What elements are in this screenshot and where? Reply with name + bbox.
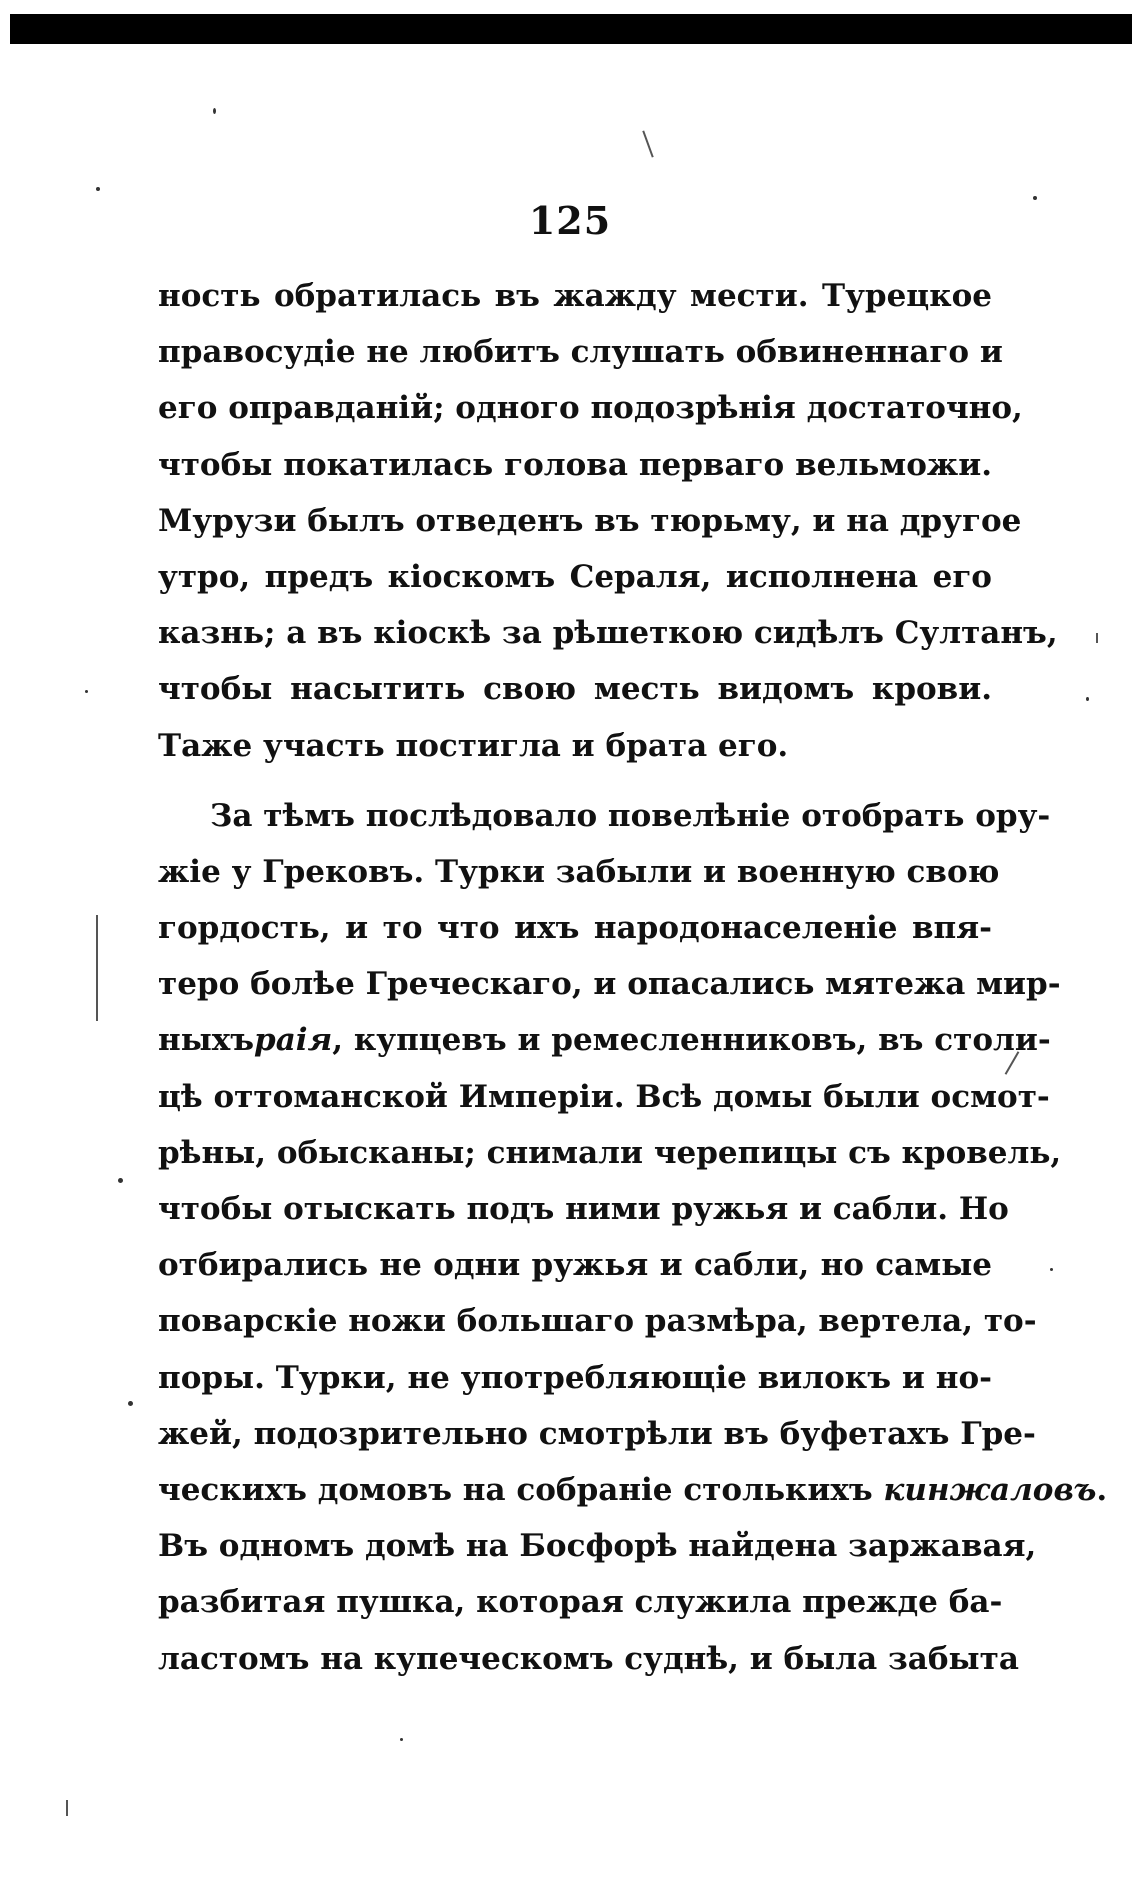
text-line: правосудіе не любитъ слушать обвиненнаго и	[158, 334, 1003, 371]
scan-speck	[400, 1738, 403, 1741]
scan-speck	[1050, 1268, 1053, 1271]
text-line: жей, подозрительно смотрѣли въ буфетахъ Гре-	[158, 1415, 1036, 1452]
scan-mark	[96, 915, 98, 1021]
scan-speck	[1086, 697, 1089, 701]
text-line: гордость, и то что ихъ народонаселеніе впя-	[158, 910, 992, 947]
text-line: ность обратилась въ жажду мести. Турецкое	[158, 278, 992, 314]
scan-speck	[1033, 196, 1037, 200]
text-span: ческихъ домовъ на собраніе столькихъ	[158, 1471, 884, 1508]
scan-top-border	[10, 14, 1132, 44]
text-line-mixed	[158, 1012, 1051, 1068]
text-line: чтобы насытить свою месть видомъ крови.	[158, 671, 992, 708]
text-span: .	[1096, 1471, 1108, 1508]
body-text	[158, 268, 1108, 1687]
text-line: Таже участь постигла и брата его.	[158, 727, 789, 764]
text-span: ныхъ	[158, 1022, 255, 1059]
page-number: 125	[528, 198, 612, 243]
text-line-mixed	[158, 1462, 1108, 1518]
text-line: Мурузи былъ отведенъ въ тюрьму, и на другое	[158, 502, 1022, 539]
text-line: чтобы покатилась голова перваго вельможи.	[158, 446, 992, 483]
scan-speck	[128, 1401, 133, 1406]
text-line: утро, предъ кіоскомъ Сераля, исполнена его	[158, 558, 992, 595]
text-line: жіе у Грековъ. Турки забыли и военную свою	[158, 853, 1000, 890]
text-line: его оправданій; одного подозрѣнія достаточно,	[158, 390, 1023, 427]
text-line: поры. Турки, не употребляющіе вилокъ и но-	[158, 1359, 992, 1396]
text-line: разбитая пушка, которая служила прежде ба-	[158, 1584, 1003, 1621]
text-line: отбирались не одни ружья и сабли, но самые	[158, 1247, 992, 1284]
text-line: За тѣмъ послѣдовало повелѣніе отобрать ору-	[210, 797, 1051, 834]
paragraph-1	[158, 268, 1058, 774]
text-line: чтобы отыскать подъ ними ружья и сабли. Но	[158, 1191, 1009, 1227]
text-line: казнь; а въ кіоскѣ за рѣшеткою сидѣлъ Султанъ,	[158, 615, 1058, 652]
text-line: ластомъ на купеческомъ суднѣ, и была забыта	[158, 1640, 1019, 1677]
text-span: , купцевъ и ремесленниковъ, въ столи-	[332, 1022, 1051, 1059]
text-line: теро болѣе Греческаго, и опасались мятежа мир-	[158, 966, 1061, 1003]
scan-mark	[1096, 633, 1098, 643]
text-line: поварскіе ножи большаго размѣра, вертела, то-	[158, 1303, 1037, 1340]
italic-term: раія	[254, 1022, 333, 1059]
scan-speck	[85, 690, 88, 693]
scan-speck	[96, 187, 100, 191]
scan-speck	[118, 1178, 123, 1183]
text-line: рѣны, обысканы; снимали черепицы съ кровель,	[158, 1134, 1062, 1171]
scan-speck	[213, 108, 216, 114]
paragraph-2	[158, 788, 1108, 1687]
text-line: Въ одномъ домѣ на Босфорѣ найдена заржавая,	[158, 1528, 1037, 1565]
italic-term: кинжаловъ	[883, 1471, 1097, 1508]
scan-mark	[642, 131, 653, 158]
scan-mark	[66, 1800, 68, 1816]
text-line: цѣ оттоманской Имперіи. Всѣ домы были осмот-	[158, 1078, 1050, 1115]
